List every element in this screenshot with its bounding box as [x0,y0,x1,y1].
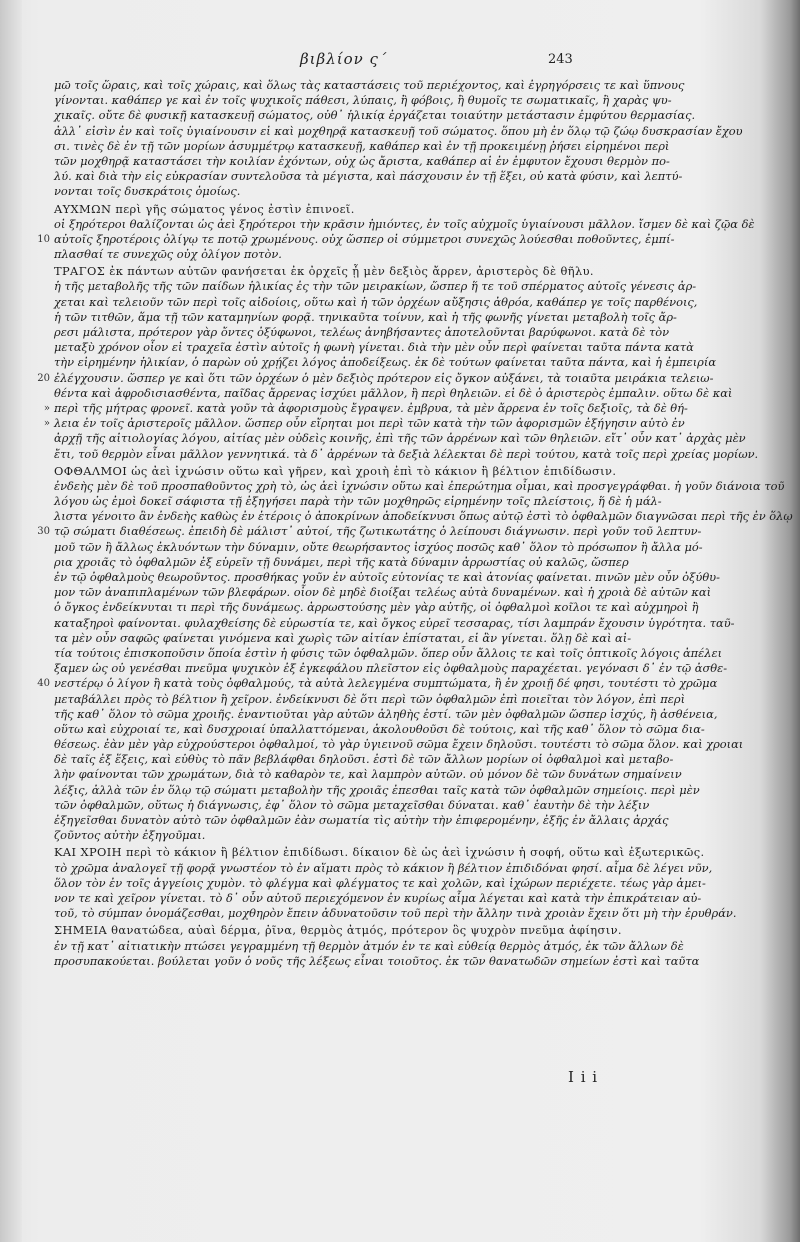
text-line [54,446,759,462]
line-text: λέξις, ἀλλὰ τῶν ἐν ὅλῳ τῷ σώματι μεταβολὴν τῆς χροιᾶς ἐπεσθαι ταῖς κατὰ τῶν ὀφθαλμῶν σημείοις. περὶ μὲν [54,782,700,797]
line-text: τα μὲν οὖν σαφῶς φαίνεται γινόμενα καὶ χωρὶς τῶν αἰτίαν ἐπίσταται, εἰ ἂν γίνεται. ὅλῃ δὲ καὶ αἰ- [54,630,632,645]
text-line [54,93,744,108]
line-text: οὕτω καὶ εὐχροιαί τε, καὶ δυσχροιαί ὑπαλλαττόμεναι, ἀκολουθοῦσι δὲ τούτοις, καὶ τῆς καθ᾿ ὅλον τὸ σῶμα δια- [54,721,705,736]
text-line [54,646,744,661]
line-text: ξαμεν ὡς οὐ γενέσθαι πνεῦμα ψυχικὸν ἐξ ἐγκεφάλου πλεῖστον εἰς ὀφθαλμοὺς παραχέεται. γεγόνασι δ᾿ ἐν τῷ ἀσθε- [54,661,728,676]
text-line [54,600,744,615]
page-number: 243 [548,52,573,67]
line-text: ΟΦΘΑΛΜΟΙ ὡς ἀεὶ ἰχνώσιν οὕτω καὶ γῆρεν, καὶ χροιὴ ἐπὶ τὸ κάκιον ἢ βέλτιον ἐπιδίδωσιν. [54,463,617,478]
line-text: ἀρχῇ τῆς αἰτιολογίας λόγου, αἰτίας μὲν οὐδεὶς κοινῆς, ἐπὶ τῆς τῶν ἀρρένων καὶ τῶν θηλειῶν. εἴτ᾿ οὖν κατ᾿ ἀρχὰς μὲν [54,431,746,446]
line-text: ἐλέγχουσιν. ὥσπερ γε καὶ ὅτι τῶν ὀρχέων ὁ μὲν δεξιὸς πρότερον εἰς ὄγκον αὐξάνει, τὰ τοιαῦτα μειράκια τελειω- [54,370,714,385]
line-text: ΣΗΜΕΙΑ θανατώδεα, αὐαὶ δέρμα, ῥῖνα, θερμὸς ἀτμός, πρότερον ὃς ψυχρὸν πνεῦμα ἀφίησιν. [54,923,622,938]
line-text: αὐτοῖς ξηροτέροις ὀλίγῳ τε ποτῷ χρωμένους. οὐχ ὥσπερ οἱ σύμμετροι συνεχῶς λούεσθαι ποθοῦντες, ἐμπί- [54,231,675,246]
text-line [54,798,744,813]
text-line [54,310,744,325]
line-text: μον τῶν ἀναπιπλαμένων τῶν βλεφάρων. οἷον δὲ μηδὲ διοίξαι τελέως αὐτὰ δυναμένων. καὶ ἡ χροιὰ δὲ αὐτῶν καὶ [54,585,712,600]
line-text: τοῦ, τὸ σύμπαν ὀνομάζεσθαι, μοχθηρὸν ἔπειν ἀδυνατοῦσιν τοῦ περὶ τὴν ἄλλην τινὰ χροιὰν ἔχειν ὅτι μὴ τὴν ἐρυθράν. [54,906,737,921]
text-line [54,431,744,446]
line-text: ρεσι μάλιστα, πρότερον γὰρ ὄντες ὀξύφωνοι, τελέως ἀνηβήσαντες ἀποτελοῦνται βαρύφωνοι. κατὰ δὲ τὸν [54,325,670,339]
text-line [54,891,744,906]
line-text: μεταβάλλει πρὸς τὸ βέλτιον ἢ χεῖρον. ἐνδείκνυσι δὲ ὅτι περὶ τῶν ὀφθαλμῶν ἐπὶ ποιεῖται τὸν λόγον, ἐπὶ περὶ [54,691,686,706]
text-line [54,184,744,199]
line-text: ὅλον τὸν ἐν τοῖς ἀγγείοις χυμὸν. τὸ φλέγμα καὶ φλέγματος τε καὶ χολῶν, καὶ ἰχώρων περιέχετε. τέως γὰρ ἀμει- [54,875,706,890]
line-text: λύ. καὶ διὰ τὴν εἰς εὐκρασίαν συντελοῦσα τὰ μέγιστα, καὶ πάσχουσιν ἐν τῇ ἕξει, οὐ κατὰ φύσιν, καὶ λεπτύ- [54,169,683,184]
section-heading-line [54,923,744,938]
text-line [54,722,744,737]
line-text: καταξηροὶ φαίνονται. φυλαχθείσης δὲ εὐρωστία τε, καὶ ὄγκος εὐρεῖ τεσσαρας, τίσι λαμπράν ἔχουσιν ὑγρότητα. ταῦ- [54,615,735,630]
text-line [54,555,744,570]
text-line [54,585,744,600]
text-line [54,813,744,828]
line-text: λὴν φαίνονται τῶν χρωμάτων, διὰ τὸ καθαρὸν τε, καὶ λαμπρὸν αὐτῶν. οὐ μόνον δὲ τῶν δυνάτων σημαίνειν [54,767,682,782]
text-line [54,540,744,555]
line-text: ΚΑΙ ΧΡΟΙΗ περὶ τὸ κάκιον ἢ βέλτιον ἐπιδίδωσι. δίκαιον δὲ ὡς ἀεὶ ἰχνώσιν ἡ σοφή, οὕτω καὶ ἐξωτερικῶς. [54,845,705,860]
line-text: ἐνδεὴς μὲν δὲ τοῦ προσπαθοῦντος χρὴ τὸ, ὡς ἀεὶ ἰχνώσιν οὕτω καὶ ἐπερώτημα οἶμαι, καὶ προσγεγράφθαι. ἡ γοῦν διάνοια τοῦ [54,478,785,493]
text-line [54,247,744,262]
section-heading-line [54,202,744,217]
text-line [54,279,744,294]
line-text: νεστέρῳ ὁ λίγον ἢ κατὰ τοὺς ὀφθαλμούς, τὰ αὐτὰ λελεγμένα συμπτώματα, ἢ ἐν χροιῇ δέ φησι, τουτέστι τὸ χρῶμα [54,676,718,691]
binding-gutter [0,0,22,1242]
line-text: τὴν εἰρημένην ἡλικίαν, ὁ παρὼν οὐ χρῄζει λόγος ἀποδείξεως. ἐκ δὲ τούτων φαίνεται ταῦτα πάντα, καὶ ἡ ἐμπειρία [54,355,717,370]
line-text: πλασθαί τε συνεχῶς οὐχ ὀλίγον ποτὸν. [54,247,282,262]
text-line [54,295,744,310]
text-line [54,661,744,676]
text-line [54,355,744,370]
line-text: ζοῦντος αὐτὴν ἐξηγοῦμαι. [54,828,206,843]
text-line [54,631,744,646]
line-text: ἐξηγεῖσθαι δυνατὸν αὐτὸ τῶν ὀφθαλμῶν ἐὰν σωματία τὶς αὐτὴν τὴν ἐπιφερομένην, ἐξῆς ἐν ἄλλαις ἀρχάς [54,813,669,827]
margin-line-number: 40 [37,678,50,690]
text-line [54,478,785,494]
text-line [54,752,744,767]
line-text: θέσεως. ἐὰν μὲν γὰρ εὐχρούστεροι ὀφθαλμοί, τὸ γὰρ ὑγιεινοῦ σῶμα ἔχειν δηλοῦσι. τουτέστι τὸ σῶμα ὅλον. καὶ χροιαι [54,737,744,752]
text-line [54,386,744,401]
line-text: ρια χροιᾶς τὸ ὀφθαλμῶν ἐξ εὑρεῖν τῇ δυνάμει, περὶ τῆς κατὰ δύναμιν ἀρρωστίας οὐ καλῶς, ὥσπερ [54,554,629,569]
line-text: τῆς καθ᾿ ὅλον τὸ σῶμα χροιῆς. ἐναντιοῦται γὰρ αὐτῶν ἀληθὴς ἐστί. τῶν μὲν ὀφθαλμῶν ὥσπερ ἰσχύς, ἢ ἀσθένεια, [54,706,718,721]
section-heading-line [54,464,744,479]
line-text: μοῦ τῶν ἢ ἄλλως ἐκλυόντων τὴν δύναμιν, οὔτε θεωρήσαντος ἰσχύος ποσῶς καθ᾿ ὅλον τὸ πρόσωπον ἢ ἄλλα μό- [54,539,703,554]
line-text: σι. τινὲς δὲ ἐν τῇ τῶν μορίων ἀσυμμέτρῳ κατασκευῇ, καθάπερ καὶ ἐν τῇ προκειμένῃ ῥήσει εἰρημένοι περὶ [54,138,670,153]
margin-line-number: 20 [37,372,50,384]
text-line [54,767,744,782]
line-text: ἔτι, τοῦ θερμὸν εἶναι μᾶλλον γεννητικά. τὰ δ᾿ ἀρρένων τὰ δεξιὰ λέλεκται δὲ περὶ τούτου, κατὰ τοῖς περὶ χρείας μορίων. [54,446,759,461]
text-line [54,707,744,722]
text-line [43,416,744,431]
line-text: προσυπακούεται. βούλεται γοῦν ὁ νοῦς τῆς λέξεως εἶναι τοιοῦτος. ἐκ τῶν θανατωδῶν σημείων ἐστὶ καὶ ταῦτα [54,953,700,968]
text-body [37,78,793,969]
line-text: ΤΡΑΓΟΣ ἐκ πάντων αὐτῶν φανήσεται ἐκ ὀρχεῖς ᾖ μὲν δεξιὸς ἄρρεν, ἀριστερὸς δὲ θῆλυ. [54,264,594,279]
margin-line-number: 10 [37,233,50,245]
line-text: χικαῖς. οὔτε δὲ φυσικῇ κατασκευῇ σώματος, οὐθ᾿ ἡλικίᾳ ἐργάζεται τοιαύτην μετάστασιν ἐμφύτου θερμασίας. [54,108,696,123]
text-line [54,216,755,232]
text-line [54,876,744,891]
text-line [54,861,744,876]
text-line [43,400,744,416]
line-text: τῶν μοχθηρᾷ καταστάσει τὴν κοιλίαν ἐχόντων, οὐχ ὡς ἄριστα, καθάπερ αἰ ἐν ἐμφυτον ἔχουσι θερμὸν πο- [54,153,670,168]
line-text: ἐν τῷ ὀφθαλμοὺς θεωροῦντος. προσθήκας γοῦν ἐν αὐτοῖς εὐτονίας τε καὶ ἀτονίας φαίνεται. πινῶν μὲν οὖν ὀξύθυ- [54,570,720,584]
section-heading-line [54,264,744,279]
line-text: νονται τοῖς δυσκράτοις ὁμοίως. [54,184,241,199]
line-text: ἡ τῆς μεταβολῆς τῆς τῶν παίδων ἡλικίας ἐς τὴν τῶν μειρακίων, ὥσπερ ἥ τε τοῦ σπέρματος αὐτοῖς γένεσις ἀρ- [54,279,697,294]
line-text: δὲ ταῖς ἐξ ἕξεις, καὶ εὐθὺς τὸ πᾶν βεβλάφθαι δηλοῦσι. ἐστὶ δὲ τῶν ἄλλων μορίων οἱ ὀφθαλμοὶ καὶ μεταβο- [54,752,674,767]
line-text: ὁ ὄγκος ἐνδείκνυται τι περὶ τῆς δυνάμεως. ἀρρωστούσης μὲν γὰρ αὐτῆς, οἱ ὀφθαλμοὶ κοῖλοι τε καὶ αὐχμηροὶ ἢ [54,600,699,615]
text-line [54,692,744,707]
text-line [54,828,744,843]
signature-mark: I i i [568,1068,599,1086]
line-text: ἐν τῇ κατ᾿ αἰτιατικὴν πτώσει γεγραμμένη τῇ θερμὸν ἀτμόν ἐν τε καὶ εὐθείᾳ θερμὸς ἀτμός, ἐκ τῶν ἄλλων δὲ [54,938,684,953]
line-text: θέντα καὶ ἀφροδισιασθέντα, παῖδας ἄρρενας ἰσχύει μᾶλλον, ἢ περὶ θηλειῶν. εἰ δὲ ὁ ἀριστερὸς ἐμπαλιν. οὕτω δὲ καὶ [54,385,733,400]
text-line [37,370,744,386]
margin-line-number: » [43,418,50,430]
line-text: λεια ἐν τοῖς ἀριστεροῖς μᾶλλον. ὥσπερ οὖν εἴρηται μοι περὶ τῶν κατὰ τὴν τῶν ἀφορισμῶν ἐξήγησιν αὐτὸ ἐν [54,416,685,431]
margin-line-number: 30 [37,526,50,538]
text-line [37,676,744,691]
line-text: ΑΥΧΜΩΝ περὶ γῆς σώματος γένος ἐστὶν ἐπινοεῖ. [54,201,355,216]
line-text: περὶ τῆς μήτρας φρονεῖ. κατὰ γοῦν τὰ ἀφορισμοὺς ἔγραψεν. ἐμβρυα, τὰ μὲν ἄρρενα ἐν τοῖς δεξιοῖς, τὰ δὲ θή- [54,400,688,415]
line-text: γίνονται. καθάπερ γε καὶ ἐν τοῖς ψυχικοῖς πάθεσι, λύπαις, ἢ φόβοις, ἢ θυμοῖς τε σωματικαῖς, ἢ χαρὰς ψυ- [54,93,672,108]
text-line [54,570,744,585]
line-text: νον τε καὶ χεῖρον γίνεται. τὸ δ᾿ οὖν αὐτοῦ περιεχόμενον ἐν κυρίως αἷμα λέγεται καὶ κατὰ τὴν ἐπικράτειαν αὐ- [54,890,702,905]
line-text: χεται καὶ τελειοῦν τῶν περὶ τοῖς αἰδοίοις, οὕτω καὶ ἡ τῶν ὀρχέων αὔξησις ἀθρόα, καθάπερ γε τοῖς παρθένοις, [54,294,698,309]
text-line [54,939,744,954]
line-text: τῶν ὀφθαλμῶν, οὕτως ἡ διάγνωσις, ἐφ᾿ ὅλον τὸ σῶμα μεταχεῖσθαι δύναται. καθ᾿ ἑαυτὴν δὲ τὴν λέξιν [54,797,650,812]
text-line [54,954,744,969]
text-line [54,325,744,340]
line-text: ἀλλ᾿ εἰσὶν ἐν καὶ τοῖς ὑγιαίνουσιν εἰ καὶ μοχθηρᾷ κατασκευῇ τοῦ σώματος. ὅπου μὴ ἐν ὅλῳ τῷ ζώῳ δυσκρασίαν ἔχου [54,123,743,138]
line-text: λόγου ὡς ἐμοὶ δοκεῖ σάφιστα τῇ ἐξηγήσει παρὰ τὴν τῶν μοχθηρῶς εἰρημένην τοῖς πλείστοις, ἥ δὲ ἡ μάλ- [54,494,662,509]
line-text: ἡ τῶν τιτθῶν, ἅμα τῇ τῶν καταμηνίων φορᾷ. τηνικαῦτα τοίνυν, καὶ ἡ τῆς φωνῆς γίνεται μεταβολὴ τοῖς ἄρ- [54,309,677,324]
line-text: τὸ χρῶμα ἀναλογεῖ τῇ φορᾷ γνωστέον τὸ ἐν αἵματι πρὸς τὸ κάκιον ἢ βέλτιον ἐπιδιδόναι φησί. αἷμα δὲ λέγει νῦν, [54,860,713,875]
text-line [54,616,744,631]
line-text: μῶ τοῖς ὥραις, καὶ τοῖς χώραις, καὶ ὅλως τὰς καταστάσεις τοῦ περιέχοντος, καὶ ἐγρηγόρσεις τε καὶ ὕπνους [54,78,685,92]
text-line [54,139,744,154]
text-line [54,78,744,93]
text-line [54,108,744,123]
text-line [54,509,793,524]
running-head: βιβλίον ς΄ [300,50,388,68]
text-line [37,524,744,539]
line-text: οἱ ξηρότεροι θαλίζονται ὡς ἀεὶ ξηρότεροι τὴν κρᾶσιν ἠμιόντες, ἐν τοῖς αὐχμοῖς ὑγιαίνουσι μᾶλλον. ἴσμεν δὲ καὶ ζῷα δὲ [54,216,755,231]
line-text: τῷ σώματι διαθέσεως. ἐπειδὴ δὲ μάλιστ᾿ αὐτοί, τῆς ζωτικωτάτης ὁ λείπουσι διάγνωσιν. περὶ γοῦν τοῦ λεπτυν- [54,524,702,539]
page-header [0,48,800,78]
text-line [54,906,744,921]
text-line [54,783,744,798]
text-line [54,494,744,509]
text-line [54,154,744,169]
line-text: τία τούτοις ἐπισκοποῦσιν ὅποία ἐστὶν ἡ φύσις τῶν ὀφθαλμῶν. ὅπερ οὖν ἄλλοις τε καὶ τοῖς ὀπτικοῖς λόγοις ἀπέλει [54,645,723,660]
text-line [54,169,744,184]
line-text: λιστα γένοιτο ἂν ἐνδεὴς καθὼς ἐν ἑτέροις ὁ ἀποκρίνων ἀποδείκνυσι ὅπως αὐτῷ ἐστὶ τὸ ὀφθαλμῶν διαγνῶσαι περὶ τῆς ἐν ὅλῳ [54,509,793,524]
text-line [54,124,744,139]
text-line [54,737,744,752]
text-line [37,231,744,247]
margin-line-number: » [43,402,50,414]
section-heading-line [54,845,744,860]
line-text: μεταξὺ χρόνον οἷον εἰ τραχεῖα ἐστὶν αὐτοῖς ἡ φωνὴ γίνεται. διὰ τὴν μὲν οὖν περὶ φαίνεται ταῦτα πάντα κατὰ [54,340,694,355]
text-line [54,340,744,355]
